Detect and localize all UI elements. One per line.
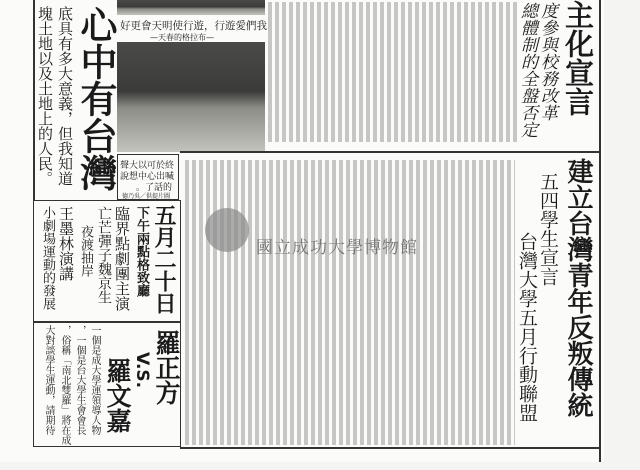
debate-name-1: 羅正方 [152, 330, 181, 405]
debate-vs: V.S. [132, 352, 152, 389]
top-subtitle-2: 總體制的全盤否定 [517, 2, 537, 138]
top-headline: 主化宣言 [561, 0, 595, 116]
photo-caption: 我們愛遊行，遊行使明天會更好 [120, 20, 267, 32]
photo-top [117, 0, 265, 15]
divider [180, 447, 600, 449]
event-play2: 夜渡抽岸 [78, 225, 93, 277]
left-story-col2: 塊土地以及土地上的人民。 [36, 6, 54, 186]
divider [33, 0, 35, 200]
debate-name-2: 羅文嘉 [103, 358, 132, 433]
photo-subcaption: —布拉格的春天— [150, 33, 214, 42]
divider [180, 151, 600, 153]
manifesto-org: 台灣大學五月行動聯盟 [516, 232, 538, 422]
event-topic: 小劇場運動的發展 [40, 206, 55, 310]
event-play1: 亡芒彈子魏京生 [96, 206, 112, 304]
event-time: 下午兩點格致廳 [134, 206, 149, 297]
protest-photo [117, 42, 265, 152]
museum-logo-icon [205, 208, 249, 252]
event-speaker: 王墨林演講 [57, 206, 75, 281]
caption-line: 的話了。 [136, 183, 173, 193]
debate-line: 大對談學生運動，請期待 [43, 325, 54, 435]
caption-line: 喊出心中想說 [120, 172, 175, 182]
caption-line: 終於可以大聲 [120, 161, 175, 171]
debate-line: 一個是成大學運領導人物 [89, 325, 100, 435]
article-body [268, 2, 518, 142]
watermark-text: 國立成功大學博物館 [256, 238, 418, 258]
event-troupe: 臨界點劇團主演 [113, 206, 131, 311]
event-date: 五月二十日 [151, 204, 176, 314]
debate-line: ，一個是台大學生會會長 [74, 325, 85, 435]
manifesto-headline: 建立台灣青年反叛傳統 [563, 158, 593, 418]
photo-caption-box [117, 154, 179, 200]
manifesto-subtitle: 五四學生宣言 [537, 172, 559, 286]
top-subtitle-1: 度參與校務改革 [537, 2, 557, 121]
divider [599, 0, 601, 462]
photo-credit: 圖片提供／吳乃德 [122, 193, 171, 200]
manifesto-body [185, 160, 515, 445]
left-headline: 心中有台灣 [74, 6, 117, 191]
divider [33, 321, 181, 323]
left-story-col1: 底具有多大意義，但我知道 [56, 6, 74, 186]
debate-line: ，俗稱「南北雙羅」將在成 [59, 325, 70, 445]
